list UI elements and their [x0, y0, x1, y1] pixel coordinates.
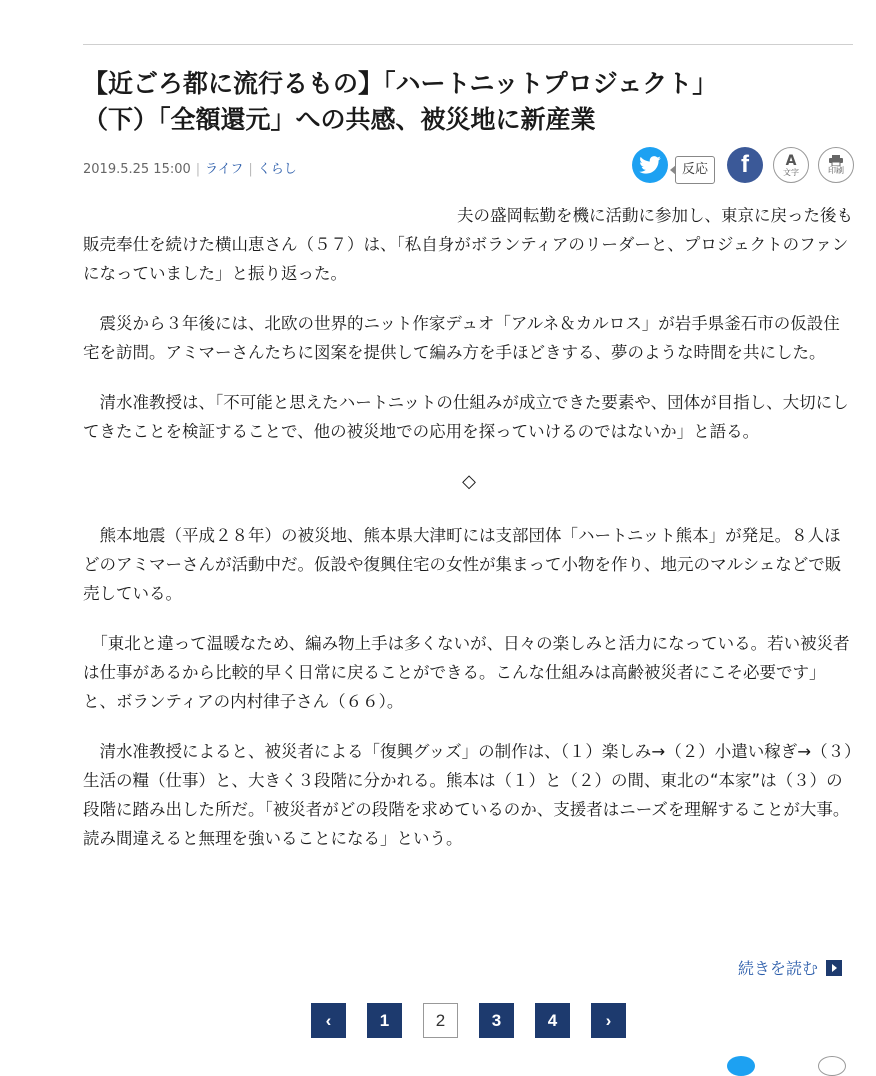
- share-button-bottom[interactable]: [818, 1056, 846, 1076]
- twitter-share-button[interactable]: [632, 147, 668, 183]
- page-button-2-current: 2: [423, 1003, 458, 1038]
- category-link-kurashi[interactable]: くらし: [257, 162, 297, 177]
- page-button-3[interactable]: 3: [479, 1003, 514, 1038]
- facebook-share-button[interactable]: [727, 147, 763, 183]
- read-more-label: 続きを読む: [738, 959, 819, 978]
- category-link-life[interactable]: ライフ: [205, 162, 244, 177]
- paragraph: 「東北と違って温暖なため、編み物上手は多くないが、日々の楽しみと活力になっている。若い被災者は仕事があるから比較的早く日常に戻ることができる。こんな仕組みは高齢被災者にこそ必要です」と、ボランティアの内村律子さん（６６）。: [83, 634, 850, 711]
- twitter-share-button-bottom[interactable]: [727, 1056, 755, 1076]
- facebook-icon: f: [741, 151, 749, 178]
- top-divider: [83, 44, 853, 45]
- print-button[interactable]: [818, 147, 854, 183]
- title-line-2: （下）「全額還元」への共感、被災地に新産業: [83, 105, 596, 134]
- next-page-button[interactable]: ›: [591, 1003, 626, 1038]
- paragraph: 清水准教授によると、被災者による「復興グッズ」の制作は、（１）楽しみ→（２）小遣い稼ぎ→（３）生活の糧（仕事）と、大きく３段階に分かれる。熊本は（１）と（２）の間、東北の“本家”は（３）の段階に踏み出した所だ。「被災者がどの段階を求めているのか、支援者はニーズを理解することが大事。読み間違えると無理を強いることになる」という。: [83, 742, 853, 848]
- article-title: [83, 66, 853, 138]
- text-size-label: 文字: [783, 167, 799, 177]
- twitter-bird-icon: [639, 156, 661, 174]
- print-label: 印刷: [828, 166, 844, 175]
- paragraph: 清水准教授は、「不可能と思えたハートニットの仕組みが成立できた要素や、団体が目指し、大切にしてきたことを検証することで、他の被災地での応用を探っていけるのではないか」と語る。: [83, 393, 849, 441]
- article-meta: 2019.5.25 15:00 | ライフ | くらし: [83, 162, 297, 177]
- reaction-count-label[interactable]: 反応: [675, 156, 715, 184]
- prev-page-button[interactable]: ‹: [311, 1003, 346, 1038]
- paragraph: 震災から３年後には、北欧の世界的ニット作家デュオ「アルネ＆カルロス」が岩手県釜石市の仮設住宅を訪問。アミマーさんたちに図案を提供して編み方を手ほどきする、夢のような時間を共にした。: [83, 314, 840, 362]
- text-size-button[interactable]: [773, 147, 809, 183]
- page-button-4[interactable]: 4: [535, 1003, 570, 1038]
- text-size-icon: A: [785, 152, 797, 169]
- section-separator: ◇: [462, 471, 476, 492]
- publish-date: 2019.5.25 15:00: [83, 162, 191, 177]
- paragraph: 熊本地震（平成２８年）の被災地、熊本県大津町には支部団体「ハートニット熊本」が発足。８人ほどのアミマーさんが活動中だ。仮設や復興住宅の女性が集まって小物を作り、地元のマルシェなどで販売している。: [83, 526, 842, 603]
- pagination: [311, 1003, 626, 1038]
- page-button-1[interactable]: 1: [367, 1003, 402, 1038]
- printer-icon: [829, 155, 843, 166]
- read-more-link[interactable]: [738, 956, 842, 979]
- paragraph: 夫の盛岡転勤を機に活動に参加し、東京に戻った後も販売奉仕を続けた横山恵さん（５７）は、「私自身がボランティアのリーダーと、プロジェクトのファンになっていました」と振り返った。: [83, 206, 853, 283]
- title-line-1: 【近ごろ都に流行るもの】「ハートニットプロジェクト」: [83, 69, 718, 98]
- article-body: [83, 201, 855, 874]
- arrow-right-icon: [826, 960, 842, 976]
